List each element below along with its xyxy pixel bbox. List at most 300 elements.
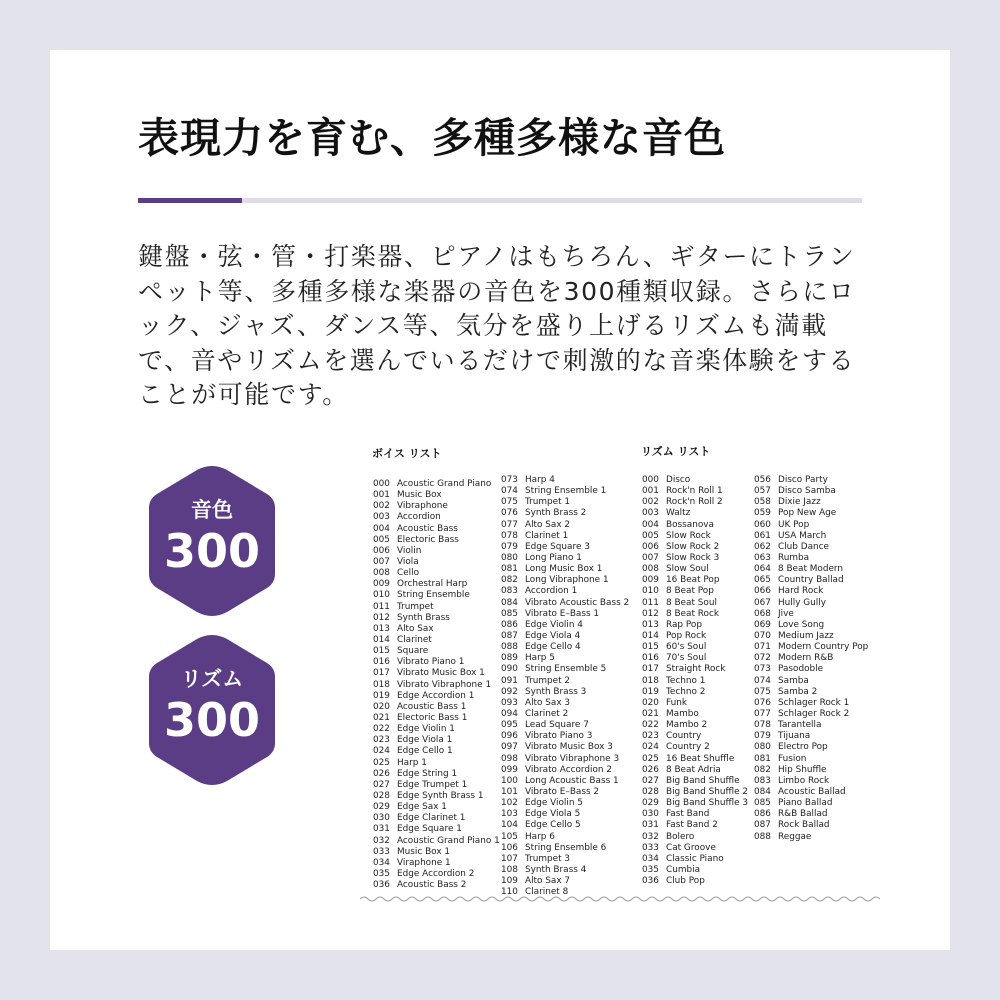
list-item-number: 013	[642, 619, 659, 630]
list-item	[373, 880, 500, 891]
list-item-number: 000	[373, 479, 390, 489]
list-item-number: 091	[501, 675, 518, 686]
list-item-number: 095	[501, 720, 518, 731]
list-item-number: 063	[754, 552, 771, 563]
list-item-name: 8 Beat Pop	[666, 586, 714, 597]
list-item-number: 035	[373, 868, 390, 879]
list-item-number: 083	[754, 775, 771, 786]
list-item	[754, 765, 868, 776]
list-item	[754, 553, 868, 564]
list-item-name: Alto Sax	[397, 623, 434, 634]
list-item-name: Edge Violin 4	[525, 619, 583, 630]
list-item	[754, 832, 868, 843]
list-item	[501, 709, 629, 720]
list-item-number: 097	[501, 742, 518, 753]
list-item	[373, 780, 500, 791]
list-item-number: 082	[754, 764, 771, 775]
list-item	[501, 742, 629, 753]
list-item-name: Edge Cello 4	[525, 642, 581, 653]
list-item-name: Fusion	[778, 753, 807, 764]
list-item	[501, 798, 629, 809]
list-item-name: Long Music Box 1	[525, 564, 603, 575]
list-item-number: 069	[754, 619, 771, 630]
list-item-number: 082	[501, 575, 518, 586]
torn-edge-wave	[360, 893, 880, 905]
list-item	[501, 620, 629, 631]
list-item-number: 099	[501, 764, 518, 775]
list-item-number: 004	[642, 519, 659, 530]
list-item	[754, 542, 868, 553]
list-item	[642, 564, 748, 575]
list-item-name: Jive	[778, 608, 794, 619]
list-item-number: 030	[373, 813, 390, 824]
list-item	[642, 820, 748, 831]
list-item	[754, 497, 868, 508]
list-item-number: 102	[501, 798, 518, 809]
list-item-number: 078	[501, 530, 518, 541]
list-item	[373, 791, 500, 802]
list-item-number: 006	[373, 545, 390, 556]
content-card	[50, 50, 950, 950]
list-item	[373, 724, 500, 735]
list-item-name: Harp 5	[525, 653, 555, 664]
list-item-name: String Ensemble 1	[525, 486, 607, 497]
list-item-name: Music Box	[397, 490, 442, 501]
list-item-number: 005	[373, 534, 390, 545]
list-item-name: Classic Piano	[666, 853, 724, 864]
instrument-lists	[360, 445, 880, 915]
title-underline	[138, 198, 862, 203]
list-item-number: 019	[373, 690, 390, 701]
list-item-name: Synth Brass 4	[525, 864, 587, 875]
list-item-number: 021	[373, 712, 390, 723]
list-item-name: Funk	[666, 697, 688, 708]
list-item-name: Edge Synth Brass 1	[397, 790, 484, 801]
list-item-name: Electro Pop	[778, 742, 828, 753]
list-item	[501, 698, 629, 709]
list-item-name: Edge Cello 1	[397, 746, 453, 757]
list-item-number: 088	[754, 831, 771, 842]
list-item-number: 104	[501, 820, 518, 831]
rhythm-list-heading: リズム リスト	[641, 445, 711, 458]
list-item	[754, 664, 868, 675]
badge-value: 300	[163, 693, 261, 747]
list-item-name: Harp 6	[525, 831, 555, 842]
list-item-number: 017	[373, 668, 390, 679]
list-item-name: Vibraphone	[397, 501, 448, 512]
list-item	[373, 758, 500, 769]
list-item-number: 098	[501, 753, 518, 764]
list-item-name: Edge Viola 1	[397, 735, 453, 746]
list-item-number: 100	[501, 775, 518, 786]
list-item-number: 016	[373, 657, 390, 668]
list-item-number: 023	[373, 735, 390, 746]
list-item-name: Country	[666, 731, 702, 742]
list-item-name: Pasodoble	[778, 664, 824, 675]
list-item	[373, 824, 500, 835]
list-item	[754, 508, 868, 519]
list-item-number: 024	[373, 746, 390, 757]
list-item-name: Piano Ballad	[778, 798, 833, 809]
list-item-number: 027	[642, 775, 659, 786]
list-item-number: 016	[642, 653, 659, 664]
list-item-number: 074	[501, 486, 518, 497]
list-item-name: Tijuana	[778, 731, 811, 742]
list-item	[501, 609, 629, 620]
list-item-name: USA March	[778, 530, 827, 541]
list-item-number: 015	[642, 642, 659, 653]
list-item	[642, 475, 748, 486]
list-item-number: 000	[642, 475, 659, 485]
list-item	[642, 854, 748, 865]
list-item	[373, 490, 500, 501]
list-item	[373, 602, 500, 613]
list-item-name: Acoustic Bass	[397, 523, 458, 534]
list-item-number: 021	[642, 708, 659, 719]
list-item-name: Country 2	[666, 742, 710, 753]
list-item	[642, 776, 748, 787]
list-item	[642, 631, 748, 642]
list-item-name: Rumba	[778, 552, 810, 563]
list-item-name: Pop New Age	[778, 508, 837, 519]
list-item-name: Edge Violin 1	[397, 724, 455, 735]
list-item-name: Synth Brass 2	[525, 508, 587, 519]
list-item	[373, 657, 500, 668]
list-item	[754, 520, 868, 531]
list-item	[642, 742, 748, 753]
list-item	[373, 702, 500, 713]
list-item-number: 087	[754, 820, 771, 831]
list-item	[642, 687, 748, 698]
list-item-name: Lead Square 7	[525, 720, 589, 731]
list-item-name: Vibrato Accordion 2	[525, 764, 613, 775]
list-item	[501, 687, 629, 698]
list-item	[642, 731, 748, 742]
list-item-name: Square	[397, 646, 429, 657]
list-item-number: 034	[373, 857, 390, 868]
list-item-name: String Ensemble 6	[525, 842, 607, 853]
list-item	[642, 698, 748, 709]
list-item-number: 025	[373, 757, 390, 768]
list-item-number: 079	[754, 731, 771, 742]
list-item-name: Edge Square 3	[525, 541, 590, 552]
list-item-name: Rock'n Roll 2	[666, 497, 723, 508]
list-item	[642, 542, 748, 553]
list-item-number: 067	[754, 597, 771, 608]
list-item-name: Edge Square 1	[397, 824, 462, 835]
list-item-name: Music Box 1	[397, 846, 451, 857]
list-item-number: 024	[642, 742, 659, 753]
list-item	[373, 479, 500, 490]
list-item-number: 077	[501, 519, 518, 530]
list-item-name: Synth Brass	[397, 612, 450, 623]
list-item-number: 074	[754, 675, 771, 686]
list-item-number: 031	[642, 820, 659, 831]
list-item-name: Rap Pop	[666, 619, 702, 630]
list-item-name: Trumpet 1	[525, 497, 571, 508]
list-item	[373, 836, 500, 847]
list-item-name: Viraphone 1	[397, 857, 451, 868]
list-item-name: Acoustic Grand Piano	[397, 479, 492, 489]
list-item	[754, 754, 868, 765]
list-item-number: 036	[373, 880, 390, 891]
list-item-number: 081	[501, 564, 518, 575]
list-item-name: Clarinet	[397, 634, 432, 645]
list-item-name: Rock'n Roll 1	[666, 486, 723, 497]
list-item-name: Vibrato Vibraphone 1	[397, 679, 492, 690]
voice-list-column-1	[373, 479, 500, 891]
list-item-name: Vibrato Music Box 1	[397, 668, 485, 679]
list-item-number: 014	[373, 634, 390, 645]
list-item-name: Harp 4	[525, 475, 555, 485]
list-item	[642, 620, 748, 631]
list-item-number: 029	[642, 798, 659, 809]
list-item-name: Disco	[666, 475, 691, 485]
list-item-name: Acoustic Grand Piano 1	[397, 835, 500, 846]
list-item	[501, 598, 629, 609]
list-item-name: Big Band Shuffle 3	[666, 798, 749, 809]
list-item	[642, 754, 748, 765]
list-item	[642, 876, 748, 887]
list-item	[754, 809, 868, 820]
list-item	[642, 642, 748, 653]
list-item-number: 023	[642, 731, 659, 742]
list-item-name: Disco Samba	[778, 486, 836, 497]
list-item	[373, 869, 500, 880]
list-item	[373, 546, 500, 557]
voice-count-badge	[149, 466, 275, 616]
list-item-name: Pop Rock	[666, 630, 707, 641]
list-item	[373, 802, 500, 813]
list-item-number: 009	[642, 575, 659, 586]
list-item	[642, 531, 748, 542]
list-item	[373, 746, 500, 757]
list-item-name: Big Band Shuffle 2	[666, 786, 749, 797]
list-item-name: Alto Sax 2	[525, 519, 571, 530]
list-item-number: 071	[754, 642, 771, 653]
list-item-number: 109	[501, 876, 518, 887]
list-item-number: 007	[373, 556, 390, 567]
list-item	[373, 769, 500, 780]
list-item-name: Vibrato Vibraphone 3	[525, 753, 620, 764]
list-item-name: Accordion 1	[525, 586, 578, 597]
list-item-name: Edge Viola 4	[525, 630, 581, 641]
title-underline-accent	[138, 198, 242, 203]
list-item-name: Vibrato Piano 3	[525, 731, 593, 742]
list-item	[754, 676, 868, 687]
list-item	[754, 798, 868, 809]
list-item-name: Mambo	[666, 708, 699, 719]
list-item	[501, 776, 629, 787]
list-item-number: 029	[373, 802, 390, 813]
list-item-number: 070	[754, 630, 771, 641]
list-item-name: 8 Beat Adria	[666, 764, 721, 775]
list-item	[754, 731, 868, 742]
list-item-number: 083	[501, 586, 518, 597]
list-item-number: 101	[501, 786, 518, 797]
list-item-name: R&B Ballad	[778, 809, 828, 820]
list-item-number: 076	[501, 508, 518, 519]
list-item-name: Harp 1	[397, 757, 427, 768]
list-item-number: 020	[373, 701, 390, 712]
list-item	[373, 535, 500, 546]
list-item-number: 076	[754, 697, 771, 708]
list-item-name: Samba 2	[778, 686, 818, 697]
list-item	[501, 486, 629, 497]
list-item-name: Edge Sax 1	[397, 802, 447, 813]
list-item-name: Edge Accordion 1	[397, 690, 475, 701]
list-item-number: 031	[373, 824, 390, 835]
list-item-number: 058	[754, 497, 771, 508]
voice-list-heading: ボイス リスト	[372, 447, 442, 460]
list-item-name: Vibrato Piano 1	[397, 657, 465, 668]
list-item-number: 030	[642, 809, 659, 820]
list-item-number: 008	[642, 564, 659, 575]
list-item	[501, 754, 629, 765]
list-item	[501, 876, 629, 887]
rhythm-count-badge	[149, 635, 275, 785]
list-item-number: 003	[373, 512, 390, 523]
list-item-name: Vibrato E–Bass 2	[525, 786, 600, 797]
list-item	[373, 847, 500, 858]
list-item	[642, 843, 748, 854]
list-item	[501, 653, 629, 664]
list-item-name: Clarinet 8	[525, 887, 569, 898]
list-item-number: 060	[754, 519, 771, 530]
list-item-number: 002	[373, 501, 390, 512]
list-item-number: 086	[501, 619, 518, 630]
list-item	[642, 664, 748, 675]
list-item-name: Slow Soul	[666, 564, 709, 575]
list-item	[373, 557, 500, 568]
list-item-name: Edge Trumpet 1	[397, 779, 468, 790]
list-item-number: 065	[754, 575, 771, 586]
list-item-number: 075	[754, 686, 771, 697]
list-item	[754, 475, 868, 486]
list-item-name: Slow Rock 2	[666, 541, 720, 552]
list-item	[501, 843, 629, 854]
list-item-name: Techno 2	[666, 686, 706, 697]
badge-label: リズム	[180, 667, 244, 691]
list-item-name: Schlager Rock 2	[778, 708, 850, 719]
list-item	[754, 598, 868, 609]
list-item-name: Electoric Bass 1	[397, 712, 468, 723]
list-item-name: Hully Gully	[778, 597, 826, 608]
list-item-number: 062	[754, 541, 771, 552]
list-item-name: Edge String 1	[397, 768, 458, 779]
list-item-name: Medium Jazz	[778, 630, 834, 641]
list-item-name: 16 Beat Shuffle	[666, 753, 735, 764]
list-item-number: 002	[642, 497, 659, 508]
list-item-number: 005	[642, 530, 659, 541]
list-item-number: 026	[373, 768, 390, 779]
list-item	[501, 531, 629, 542]
list-item-name: 8 Beat Rock	[666, 608, 719, 619]
list-item-name: Long Vibraphone 1	[525, 575, 609, 586]
list-item	[373, 680, 500, 691]
list-item	[754, 575, 868, 586]
list-item	[642, 598, 748, 609]
list-item-number: 080	[501, 552, 518, 563]
list-item	[754, 720, 868, 731]
list-item-number: 094	[501, 708, 518, 719]
list-item-name: Club Dance	[778, 541, 829, 552]
list-item-name: Cello	[397, 568, 420, 579]
list-item	[501, 508, 629, 519]
list-item-name: Electoric Bass	[397, 534, 459, 545]
list-item	[373, 624, 500, 635]
list-item-number: 028	[373, 790, 390, 801]
list-item	[373, 691, 500, 702]
list-item-number: 085	[501, 608, 518, 619]
list-item	[754, 564, 868, 575]
list-item-name: UK Pop	[778, 519, 810, 530]
list-item	[373, 858, 500, 869]
list-item-number: 007	[642, 552, 659, 563]
list-item-number: 096	[501, 731, 518, 742]
list-item	[501, 664, 629, 675]
list-item	[501, 564, 629, 575]
list-item-number: 011	[373, 601, 390, 612]
list-item	[501, 642, 629, 653]
list-item-name: Slow Rock 3	[666, 552, 720, 563]
list-item-name: Hard Rock	[778, 586, 824, 597]
list-item-number: 022	[642, 720, 659, 731]
list-item	[501, 820, 629, 831]
list-item-name: Country Ballad	[778, 575, 844, 586]
list-item	[642, 720, 748, 731]
list-item-name: Samba	[778, 675, 809, 686]
list-item-name: Clarinet 1	[525, 530, 569, 541]
list-item-name: Viola	[397, 556, 419, 567]
list-item	[642, 553, 748, 564]
list-item	[754, 687, 868, 698]
list-item-name: Acoustic Bass 1	[397, 701, 467, 712]
list-item	[754, 653, 868, 664]
page-title: 表現力を育む、多種多様な音色	[138, 114, 726, 162]
list-item	[754, 709, 868, 720]
list-item	[373, 813, 500, 824]
badge-label: 音色	[191, 498, 233, 522]
list-item-name: Long Piano 1	[525, 552, 582, 563]
list-item-number: 028	[642, 786, 659, 797]
list-item	[754, 586, 868, 597]
list-item	[754, 620, 868, 631]
list-item-number: 084	[754, 786, 771, 797]
description-text: 鍵盤・弦・管・打楽器、ピアノはもちろん、ギターにトランペット等、多種多様な楽器の音色を300種類収録。さらにロック、ジャズ、ダンス等、気分を盛り上げるリズムも満載で、音やリズムを選んでいるだけで刺激的な音楽体験をすることが可能です。	[138, 242, 856, 409]
list-item-number: 085	[754, 798, 771, 809]
list-item	[754, 820, 868, 831]
list-item-name: Synth Brass 3	[525, 686, 587, 697]
list-item-name: Edge Violin 5	[525, 798, 583, 809]
list-item-number: 075	[501, 497, 518, 508]
list-item	[501, 520, 629, 531]
list-item-number: 026	[642, 764, 659, 775]
list-item-name: Accordion	[397, 512, 441, 523]
list-item-number: 036	[642, 876, 659, 887]
list-item	[373, 512, 500, 523]
list-item-number: 107	[501, 853, 518, 864]
list-item	[754, 787, 868, 798]
list-item	[642, 508, 748, 519]
list-item-number: 092	[501, 686, 518, 697]
list-item-name: 8 Beat Soul	[666, 597, 717, 608]
list-item-name: Modern R&B	[778, 653, 834, 664]
list-item	[642, 575, 748, 586]
list-item	[373, 713, 500, 724]
list-item-name: Cumbia	[666, 864, 701, 875]
list-item	[373, 568, 500, 579]
